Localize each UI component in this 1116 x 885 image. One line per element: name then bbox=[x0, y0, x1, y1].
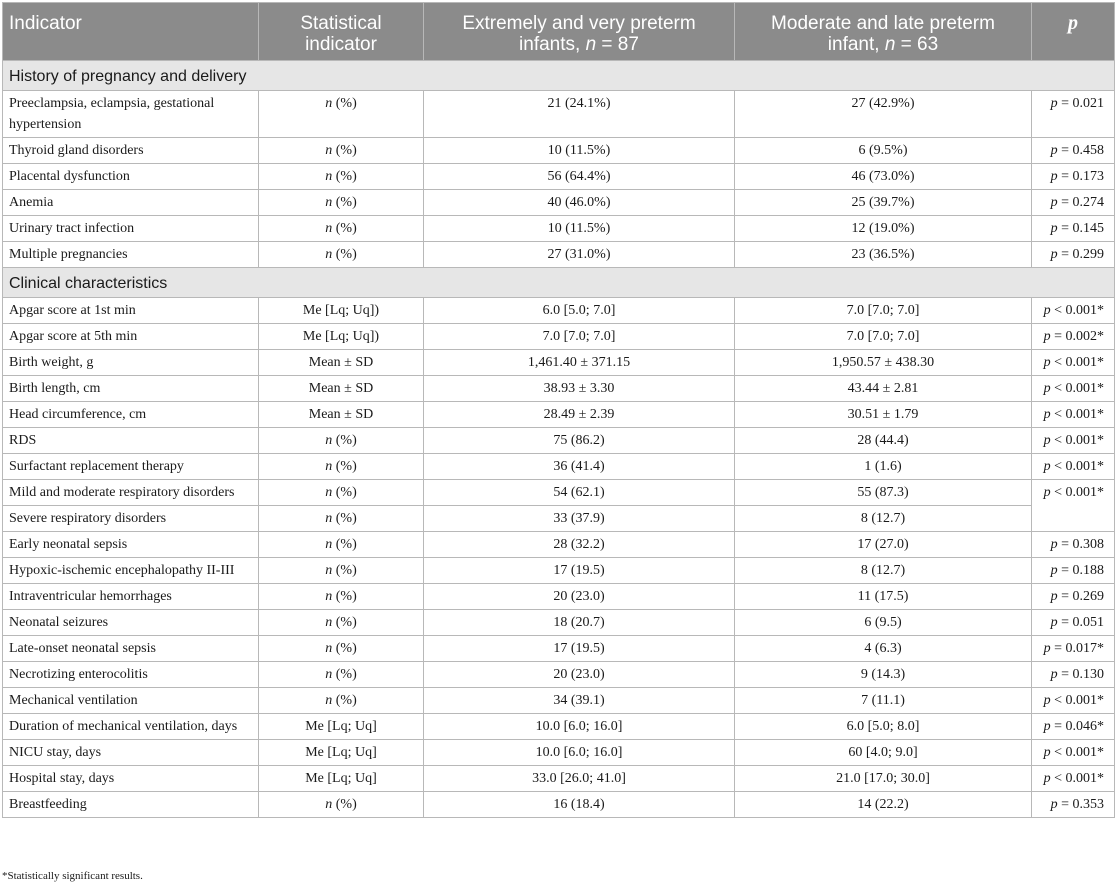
table-body bbox=[3, 61, 1115, 818]
cell-statistical-indicator: n (%) bbox=[259, 636, 424, 662]
cell-group1-value: 33 (37.9) bbox=[424, 506, 735, 532]
cell-group1-value: 38.93 ± 3.30 bbox=[424, 376, 735, 402]
cell-statistical-indicator: n (%) bbox=[259, 138, 424, 164]
cell-p-value: p < 0.001* bbox=[1032, 454, 1115, 480]
section-header-row bbox=[3, 268, 1115, 298]
cell-group2-value: 11 (17.5) bbox=[735, 584, 1032, 610]
cell-indicator: Early neonatal sepsis bbox=[3, 532, 259, 558]
cell-indicator: Head circumference, cm bbox=[3, 402, 259, 428]
cell-group1-value: 16 (18.4) bbox=[424, 792, 735, 818]
cell-statistical-indicator: n (%) bbox=[259, 190, 424, 216]
cell-group2-value: 17 (27.0) bbox=[735, 532, 1032, 558]
cell-p-value: p < 0.001* bbox=[1032, 688, 1115, 714]
cell-indicator: Necrotizing enterocolitis bbox=[3, 662, 259, 688]
cell-indicator: Late-onset neonatal sepsis bbox=[3, 636, 259, 662]
cell-group2-value: 1,950.57 ± 438.30 bbox=[735, 350, 1032, 376]
cell-group2-value: 43.44 ± 2.81 bbox=[735, 376, 1032, 402]
results-table bbox=[2, 2, 1115, 818]
cell-statistical-indicator: n (%) bbox=[259, 688, 424, 714]
table-row bbox=[3, 636, 1115, 662]
cell-group1-value: 56 (64.4%) bbox=[424, 164, 735, 190]
cell-group1-value: 40 (46.0%) bbox=[424, 190, 735, 216]
cell-p-value: p < 0.001* bbox=[1032, 402, 1115, 428]
cell-group2-value: 25 (39.7%) bbox=[735, 190, 1032, 216]
header-group2-n: n bbox=[884, 34, 896, 55]
cell-indicator: Intraventricular hemorrhages bbox=[3, 584, 259, 610]
cell-statistical-indicator: n (%) bbox=[259, 428, 424, 454]
cell-group1-value: 21 (24.1%) bbox=[424, 91, 735, 138]
cell-statistical-indicator: n (%) bbox=[259, 454, 424, 480]
cell-statistical-indicator: n (%) bbox=[259, 164, 424, 190]
cell-group1-value: 34 (39.1) bbox=[424, 688, 735, 714]
cell-group1-value: 28.49 ± 2.39 bbox=[424, 402, 735, 428]
cell-group2-value: 12 (19.0%) bbox=[735, 216, 1032, 242]
table-row bbox=[3, 688, 1115, 714]
table-row bbox=[3, 558, 1115, 584]
table-row bbox=[3, 376, 1115, 402]
cell-group2-value: 8 (12.7) bbox=[735, 506, 1032, 532]
table-row bbox=[3, 298, 1115, 324]
cell-p-value: p = 0.188 bbox=[1032, 558, 1115, 584]
cell-indicator: RDS bbox=[3, 428, 259, 454]
table-row bbox=[3, 350, 1115, 376]
cell-p-value: p = 0.145 bbox=[1032, 216, 1115, 242]
table-row bbox=[3, 454, 1115, 480]
cell-indicator: Anemia bbox=[3, 190, 259, 216]
cell-group2-value: 30.51 ± 1.79 bbox=[735, 402, 1032, 428]
cell-group1-value: 33.0 [26.0; 41.0] bbox=[424, 766, 735, 792]
cell-indicator: Hypoxic-ischemic encephalopathy II-III bbox=[3, 558, 259, 584]
cell-statistical-indicator: n (%) bbox=[259, 480, 424, 506]
footnote: *Statistically significant results. bbox=[2, 870, 143, 882]
table-row bbox=[3, 216, 1115, 242]
section-title: History of pregnancy and delivery bbox=[3, 61, 1115, 91]
cell-p-value: p = 0.046* bbox=[1032, 714, 1115, 740]
table-row bbox=[3, 138, 1115, 164]
cell-group2-value: 7.0 [7.0; 7.0] bbox=[735, 298, 1032, 324]
table-row bbox=[3, 532, 1115, 558]
cell-group2-value: 7 (11.1) bbox=[735, 688, 1032, 714]
cell-indicator: Preeclampsia, eclampsia, gestational hypertension bbox=[3, 91, 259, 138]
cell-group2-value: 23 (36.5%) bbox=[735, 242, 1032, 268]
cell-group2-value: 60 [4.0; 9.0] bbox=[735, 740, 1032, 766]
cell-group2-value: 27 (42.9%) bbox=[735, 91, 1032, 138]
cell-indicator: Apgar score at 1st min bbox=[3, 298, 259, 324]
cell-indicator: Hospital stay, days bbox=[3, 766, 259, 792]
cell-indicator: NICU stay, days bbox=[3, 740, 259, 766]
cell-p-value: p = 0.269 bbox=[1032, 584, 1115, 610]
cell-statistical-indicator: n (%) bbox=[259, 242, 424, 268]
cell-p-value: p < 0.001* bbox=[1032, 480, 1115, 532]
header-group2-prefix: infant, bbox=[827, 34, 885, 55]
cell-p-value: p = 0.017* bbox=[1032, 636, 1115, 662]
cell-group2-value: 46 (73.0%) bbox=[735, 164, 1032, 190]
cell-p-value: p = 0.130 bbox=[1032, 662, 1115, 688]
table-row bbox=[3, 766, 1115, 792]
table-row bbox=[3, 324, 1115, 350]
table-row bbox=[3, 190, 1115, 216]
cell-group1-value: 54 (62.1) bbox=[424, 480, 735, 506]
cell-group2-value: 1 (1.6) bbox=[735, 454, 1032, 480]
cell-indicator: Multiple pregnancies bbox=[3, 242, 259, 268]
table-row bbox=[3, 714, 1115, 740]
cell-group1-value: 10 (11.5%) bbox=[424, 216, 735, 242]
cell-statistical-indicator: n (%) bbox=[259, 584, 424, 610]
cell-group1-value: 20 (23.0) bbox=[424, 662, 735, 688]
header-indicator: Indicator bbox=[3, 3, 259, 61]
cell-group2-value: 6 (9.5) bbox=[735, 610, 1032, 636]
cell-indicator: Duration of mechanical ventilation, days bbox=[3, 714, 259, 740]
cell-group2-value: 14 (22.2) bbox=[735, 792, 1032, 818]
cell-group2-value: 4 (6.3) bbox=[735, 636, 1032, 662]
cell-indicator: Thyroid gland disorders bbox=[3, 138, 259, 164]
table-row bbox=[3, 610, 1115, 636]
table-row bbox=[3, 506, 1115, 532]
cell-group1-value: 1,461.40 ± 371.15 bbox=[424, 350, 735, 376]
cell-p-value: p = 0.002* bbox=[1032, 324, 1115, 350]
cell-group1-value: 75 (86.2) bbox=[424, 428, 735, 454]
cell-group2-value: 55 (87.3) bbox=[735, 480, 1032, 506]
table-row bbox=[3, 662, 1115, 688]
cell-statistical-indicator: n (%) bbox=[259, 216, 424, 242]
cell-indicator: Placental dysfunction bbox=[3, 164, 259, 190]
header-row bbox=[3, 3, 1115, 61]
cell-p-value: p = 0.353 bbox=[1032, 792, 1115, 818]
cell-group1-value: 17 (19.5) bbox=[424, 558, 735, 584]
cell-statistical-indicator: Me [Lq; Uq] bbox=[259, 740, 424, 766]
cell-indicator: Apgar score at 5th min bbox=[3, 324, 259, 350]
cell-group2-value: 8 (12.7) bbox=[735, 558, 1032, 584]
section-header-row bbox=[3, 61, 1115, 91]
cell-group1-value: 10.0 [6.0; 16.0] bbox=[424, 714, 735, 740]
cell-statistical-indicator: n (%) bbox=[259, 558, 424, 584]
cell-indicator: Birth weight, g bbox=[3, 350, 259, 376]
cell-group1-value: 17 (19.5) bbox=[424, 636, 735, 662]
cell-p-value: p < 0.001* bbox=[1032, 350, 1115, 376]
table-row bbox=[3, 428, 1115, 454]
header-group2-line1: Moderate and late preterm bbox=[771, 13, 995, 34]
cell-p-value: p = 0.458 bbox=[1032, 138, 1115, 164]
cell-p-value: p < 0.001* bbox=[1032, 428, 1115, 454]
cell-statistical-indicator: n (%) bbox=[259, 532, 424, 558]
table-row bbox=[3, 792, 1115, 818]
cell-indicator: Severe respiratory disorders bbox=[3, 506, 259, 532]
cell-statistical-indicator: n (%) bbox=[259, 662, 424, 688]
cell-statistical-indicator: Me [Lq; Uq]) bbox=[259, 298, 424, 324]
cell-group1-value: 10 (11.5%) bbox=[424, 138, 735, 164]
cell-p-value: p = 0.051 bbox=[1032, 610, 1115, 636]
header-statistical-indicator: Statistical indicator bbox=[259, 3, 424, 61]
table-row bbox=[3, 91, 1115, 138]
cell-indicator: Urinary tract infection bbox=[3, 216, 259, 242]
cell-indicator: Birth length, cm bbox=[3, 376, 259, 402]
section-title: Clinical characteristics bbox=[3, 268, 1115, 298]
cell-p-value: p < 0.001* bbox=[1032, 376, 1115, 402]
cell-statistical-indicator: Mean ± SD bbox=[259, 402, 424, 428]
cell-group2-value: 21.0 [17.0; 30.0] bbox=[735, 766, 1032, 792]
table-row bbox=[3, 402, 1115, 428]
cell-p-value: p = 0.299 bbox=[1032, 242, 1115, 268]
cell-group2-value: 6.0 [5.0; 8.0] bbox=[735, 714, 1032, 740]
table-row bbox=[3, 480, 1115, 506]
header-group1-line1: Extremely and very preterm bbox=[462, 13, 696, 34]
header-extremely-very-preterm bbox=[424, 3, 735, 61]
table-row bbox=[3, 164, 1115, 190]
cell-group1-value: 28 (32.2) bbox=[424, 532, 735, 558]
header-moderate-late-preterm bbox=[735, 3, 1032, 61]
cell-group1-value: 18 (20.7) bbox=[424, 610, 735, 636]
cell-p-value: p < 0.001* bbox=[1032, 740, 1115, 766]
cell-p-value: p = 0.308 bbox=[1032, 532, 1115, 558]
cell-indicator: Mild and moderate respiratory disorders bbox=[3, 480, 259, 506]
header-group2-count: = 63 bbox=[895, 34, 939, 55]
cell-statistical-indicator: Mean ± SD bbox=[259, 376, 424, 402]
cell-group1-value: 10.0 [6.0; 16.0] bbox=[424, 740, 735, 766]
cell-group2-value: 28 (44.4) bbox=[735, 428, 1032, 454]
cell-group2-value: 9 (14.3) bbox=[735, 662, 1032, 688]
cell-group1-value: 36 (41.4) bbox=[424, 454, 735, 480]
cell-statistical-indicator: n (%) bbox=[259, 91, 424, 138]
cell-statistical-indicator: n (%) bbox=[259, 610, 424, 636]
header-group1-count: = 87 bbox=[596, 34, 639, 55]
header-group1-prefix: infants, bbox=[519, 34, 586, 55]
table-row bbox=[3, 740, 1115, 766]
cell-indicator: Surfactant replacement therapy bbox=[3, 454, 259, 480]
cell-statistical-indicator: n (%) bbox=[259, 792, 424, 818]
cell-p-value: p = 0.021 bbox=[1032, 91, 1115, 138]
cell-group1-value: 27 (31.0%) bbox=[424, 242, 735, 268]
cell-statistical-indicator: Me [Lq; Uq] bbox=[259, 714, 424, 740]
header-group1-n: n bbox=[585, 34, 597, 55]
header-p-value: p bbox=[1032, 3, 1115, 61]
cell-group2-value: 6 (9.5%) bbox=[735, 138, 1032, 164]
table-row bbox=[3, 584, 1115, 610]
cell-statistical-indicator: Mean ± SD bbox=[259, 350, 424, 376]
cell-statistical-indicator: Me [Lq; Uq]) bbox=[259, 324, 424, 350]
cell-statistical-indicator: n (%) bbox=[259, 506, 424, 532]
cell-indicator: Neonatal seizures bbox=[3, 610, 259, 636]
cell-group1-value: 6.0 [5.0; 7.0] bbox=[424, 298, 735, 324]
table-row bbox=[3, 242, 1115, 268]
cell-p-value: p < 0.001* bbox=[1032, 298, 1115, 324]
cell-group1-value: 7.0 [7.0; 7.0] bbox=[424, 324, 735, 350]
cell-p-value: p = 0.274 bbox=[1032, 190, 1115, 216]
cell-p-value: p = 0.173 bbox=[1032, 164, 1115, 190]
cell-p-value: p < 0.001* bbox=[1032, 766, 1115, 792]
cell-statistical-indicator: Me [Lq; Uq] bbox=[259, 766, 424, 792]
cell-group1-value: 20 (23.0) bbox=[424, 584, 735, 610]
cell-indicator: Mechanical ventilation bbox=[3, 688, 259, 714]
cell-indicator: Breastfeeding bbox=[3, 792, 259, 818]
cell-group2-value: 7.0 [7.0; 7.0] bbox=[735, 324, 1032, 350]
